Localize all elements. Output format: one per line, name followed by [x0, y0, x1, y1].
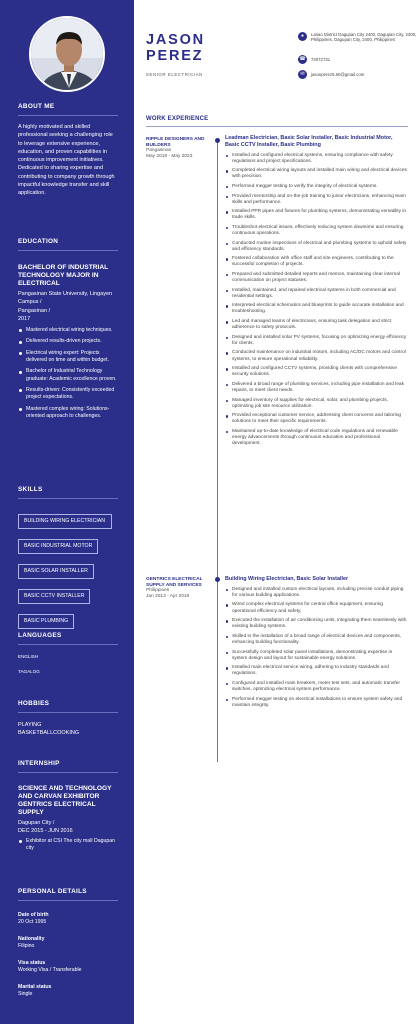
marital-label: Marital status [18, 984, 52, 990]
divider [18, 772, 118, 773]
skills-section [18, 486, 118, 634]
skill-badge: BASIC SOLAR INSTALLER [18, 564, 94, 579]
divider [18, 900, 118, 901]
hobbies-heading: HOBBIES [18, 700, 50, 707]
divider [18, 250, 118, 251]
internship-location: Dagupan City / [18, 820, 55, 826]
list-item: Completed electrical wiring layouts and installed main wiring and electrical devices with precision. [225, 168, 408, 180]
job-dates: Jan 2013 - Apr 2018 [146, 593, 190, 599]
email-text[interactable]: jasonperez5.60@gmail.com [311, 72, 365, 77]
visa-value: Working Visa / Transferable [18, 967, 82, 973]
dob-label: Date of birth [18, 912, 49, 918]
list-item: Mastered complex wiring: Solutions-oriented approach to challenges. [18, 406, 118, 421]
graduation-year: 2017 [18, 315, 31, 322]
education-heading: EDUCATION [18, 238, 59, 245]
company-location: Philippines [146, 588, 170, 594]
job-subtitle: SENIOR ELECTRICIAN [146, 72, 203, 77]
job-dates: May 2018 - May 2023 [146, 153, 193, 159]
visa-label: Visa status [18, 960, 46, 966]
company-name: GENTRICS ELECTRICAL SUPPLY AND SERVICES [146, 577, 203, 588]
sidebar [0, 0, 134, 1024]
list-item: Troubleshot electrical issues, effectively reducing system downtime and ensuring continuous operations. [225, 225, 408, 237]
contact-address [298, 32, 418, 42]
about-heading: ABOUT ME [18, 103, 55, 110]
company-name: RIPPLE DESIGNERS AND BUILDERS [146, 137, 205, 148]
list-item: Led and managed teams of electricians, ensuring task delegation and strict adherence to safety protocols. [225, 319, 408, 331]
divider [18, 712, 118, 713]
job-title: Leadman Electrician, Basic Solar Installer, Basic Industrial Motor, Basic CCTV Installer, Basic Plumbing [225, 135, 393, 148]
list-item: Mastered electrical wiring techniques. [18, 327, 118, 334]
hobby-item: PLAYING [18, 722, 42, 728]
list-item: Installed PPR pipes and fixtures for plumbing systems, demonstrating versatility in trade skills. [225, 209, 408, 221]
timeline-dot [215, 138, 220, 143]
email-icon: ✉ [298, 70, 307, 79]
list-item: Executed the installation of air conditioning units, integrating them seamlessly with existing building systems. [225, 618, 408, 630]
list-item: Installed and configured CCTV systems, providing clients with comprehensive security solutions. [225, 366, 408, 378]
phone-text[interactable]: 74072731 [311, 57, 331, 62]
personal-section [18, 888, 118, 1008]
work-heading: WORK EXPERIENCE [146, 116, 209, 122]
list-item: Fostered collaboration with office staff and site engineers, contributing to the successful completion of projects. [225, 256, 408, 268]
nationality-value: Filipino [18, 943, 35, 949]
list-item: Bachelor of Industrial Technology graduate: Academic excellence proven. [18, 368, 118, 383]
skill-badge: BASIC PLUMBING [18, 614, 74, 629]
list-item: Prepared and submitted detailed reports and memos, maintaining clear internal communication on project statuses. [225, 272, 408, 284]
education-section [18, 238, 118, 424]
list-item: Wired complex electrical systems for central office equipment, ensuring operational efficiency and safety. [225, 602, 408, 614]
nationality-label: Nationality [18, 936, 45, 942]
list-item: Designed and installed custom electrical layouts, including precise conduit piping for various building applications. [225, 587, 408, 599]
skill-badge: BASIC CCTV INSTALLER [18, 589, 90, 604]
internship-title: SCIENCE AND TECHNOLOGY AND CARVAN EXHIBITOR GENTRICS ELECTRICAL SUPPLY [18, 785, 112, 816]
dob-value: 20 Oct 1995 [18, 919, 47, 925]
timeline-dot [215, 577, 220, 582]
internship-heading: INTERNSHIP [18, 760, 60, 767]
list-item: Provided mentorship and on-the-job training to junior electricians, enhancing team skills and performance. [225, 194, 408, 206]
internship-bullets [18, 838, 118, 853]
internship-dates: DEC 2015 - JUN 2016 [18, 828, 73, 835]
divider [18, 644, 118, 645]
company-location: Pangasinan [146, 148, 172, 154]
list-item: Maintained up-to-date knowledge of electrical code regulations and renewable energy advancements through continuous education and professional development. [225, 429, 408, 447]
job-bullets [225, 153, 408, 447]
list-item: Delivered results-driven projects. [18, 338, 118, 345]
school-location: Pangasinan / [18, 307, 51, 314]
contact-phone[interactable] [298, 55, 418, 64]
hobby-item: BASKETBALLCOOKING [18, 730, 80, 737]
about-text: A highly motivated and skilled professional seeking a challenging role to leverage extensive experience, education, and proven capabilities in continuous improvement initiatives. Dedicated to sharing expertise and contributing to company growth through impactful knowledge transfer and skill application. [18, 124, 115, 197]
job-details-2 [225, 576, 408, 712]
divider [18, 115, 118, 116]
job-bullets [225, 587, 408, 709]
list-item: Performed megger testing on electrical installations to ensure system safety and maintain integrity. [225, 697, 408, 709]
list-item: Installed main electrical service wiring, adhering to industry standards and regulations. [225, 665, 408, 677]
job-meta-2 [146, 577, 208, 599]
divider [146, 126, 408, 127]
list-item: Installed, maintained, and repaired electrical systems in both commercial and residential settings. [225, 288, 408, 300]
list-item: Conducted maintenance on industrial motors, including AC/DC motors and control systems, to ensure operational reliability. [225, 350, 408, 362]
phone-icon: ☎ [299, 56, 306, 62]
profile-photo [29, 16, 105, 92]
job-title: Building Wiring Electrician, Basic Solar Installer [225, 576, 349, 582]
list-item: Provided exceptional customer service, addressing client concerns and tailoring solutions to meet their specific requirements. [225, 413, 408, 425]
list-item: Configured and installed main breakers, meter test sets, and automatic transfer switches, optimizing electrical system performance. [225, 681, 408, 693]
languages-section [18, 632, 118, 675]
list-item: Managed inventory of supplies for electrical, solar, and plumbing projects, optimizing job site resource utilization. [225, 398, 408, 410]
about-section [18, 103, 118, 198]
list-item: Installed and configured electrical systems, ensuring compliance with safety regulations and project specifications. [225, 153, 408, 165]
list-item: Designed and installed solar PV systems, focusing on optimizing energy efficiency for clients. [225, 335, 408, 347]
school-name: Pangasinan State University, Lingayen Campus / [18, 291, 113, 306]
divider [18, 498, 118, 499]
location-pin-icon: ● [298, 32, 307, 41]
skill-badge: BASIC INDUSTRIAL MOTOR [18, 539, 98, 554]
list-item: Exhibitor at CSI The city mall Dagupan city [18, 838, 118, 853]
list-item: Successfully completed solar panel installations, demonstrating expertise in system design and layout for sustainable energy solutions. [225, 650, 408, 662]
personal-heading: PERSONAL DETAILS [18, 888, 87, 895]
hobbies-section [18, 700, 118, 738]
job-meta-1 [146, 137, 208, 159]
language-item: ENGLISH [18, 654, 39, 659]
first-name: JASON [146, 32, 205, 48]
internship-section [18, 760, 118, 856]
job-details-1 [225, 135, 408, 451]
timeline-line [217, 140, 218, 762]
list-item: Performed megger testing to verify the integrity of electrical systems. [225, 184, 408, 190]
list-item: Skilled in the installation of a broad range of electrical devices and components, enhancing building functionality. [225, 634, 408, 646]
list-item: Delivered a broad range of plumbing services, including pipe installation and leak repairs, to meet client needs. [225, 382, 408, 394]
contact-email[interactable] [298, 70, 418, 79]
list-item: Results-driven: Consistently exceeded project expectations. [18, 387, 118, 402]
list-item: Conducted routine inspections of electrical and plumbing systems to uphold safety and efficiency standards. [225, 241, 408, 253]
education-bullets [18, 327, 118, 420]
degree-title: BACHELOR OF INDUSTRIAL TECHNOLOGY MAJOR IN ELECTRICAL [18, 264, 108, 287]
address-text: Lasao District Dagupan City 2400, Dagupan City, 2400, Philippines, Dagupan City, 2400, Philippines [311, 32, 417, 43]
list-item: Interpreted electrical schematics and blueprints to guide accurate installation and troubleshooting. [225, 303, 408, 315]
skills-heading: SKILLS [18, 486, 43, 493]
marital-value: Single [18, 991, 33, 997]
skill-badge: BUILDING WIRING ELECTRICIAN [18, 514, 112, 529]
language-item: TAGALOG [18, 669, 40, 674]
candidate-name [146, 33, 205, 64]
list-item: Electrical wiring expert: Projects delivered on time and within budget. [18, 350, 118, 365]
languages-heading: LANGUAGES [18, 632, 62, 639]
last-name: PEREZ [146, 47, 204, 64]
